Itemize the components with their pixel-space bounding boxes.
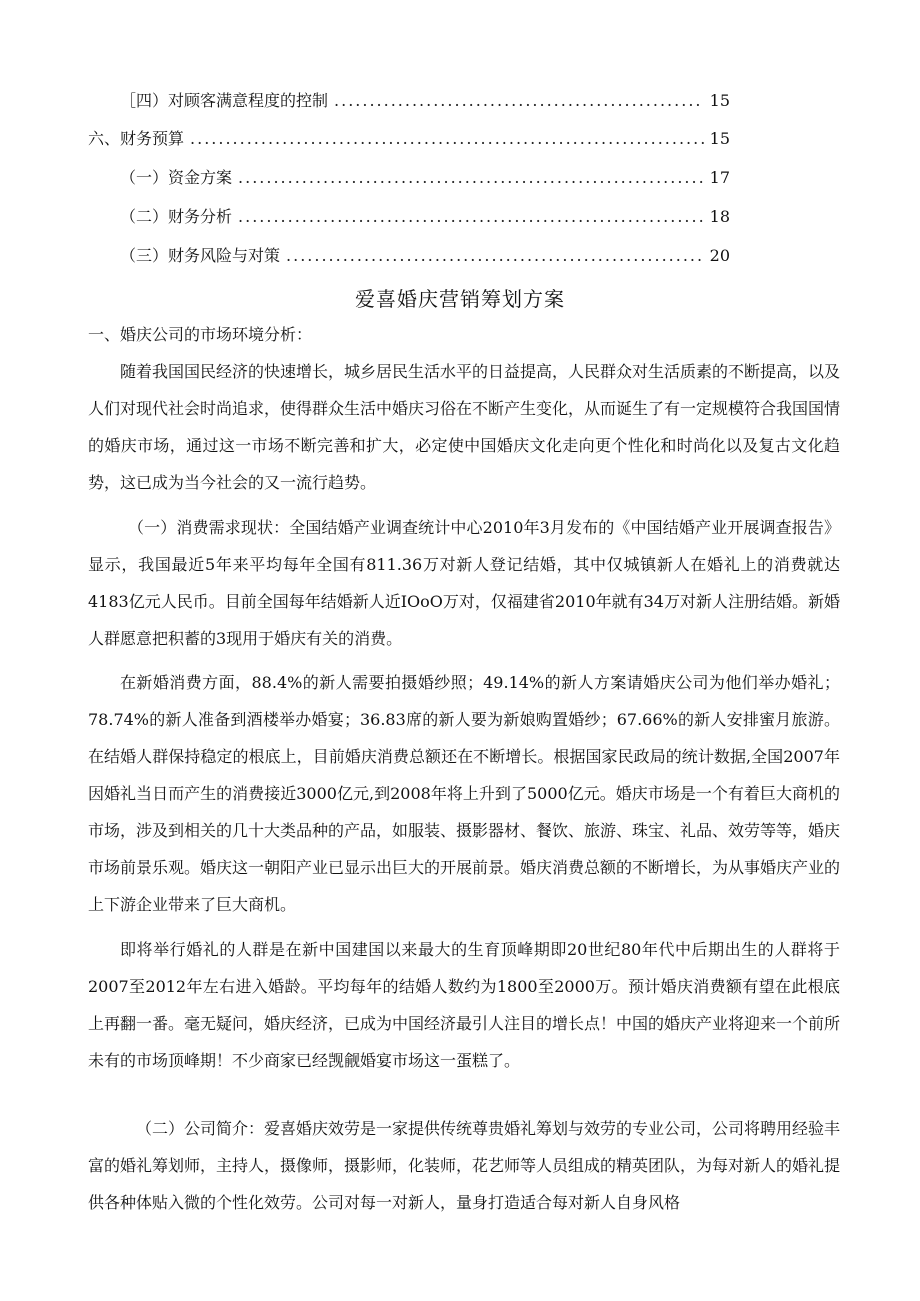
toc-entry-label: （三）财务风险与对策: [120, 246, 281, 265]
toc-leader-dots: [334, 91, 704, 110]
toc-entry-page: 20: [709, 246, 730, 265]
toc-leader-dots: [286, 246, 704, 265]
toc-entry-page: 15: [709, 91, 730, 110]
toc-leader-dots: [238, 168, 704, 187]
body-paragraph: 即将举行婚礼的人群是在新中国建国以来最大的生育顶峰期即20世纪80年代中后期出生的人群将于2007至2012年左右进入婚龄。平均每年的结婚人数约为1800至2000万。预计婚庆消费额有望在此根底上再翻一番。毫无疑问，婚庆经济，已成为中国经济最引人注目的增长点！中国的婚庆产业将迎来一个前所未有的市场顶峰期！不少商家已经觊觎婚宴市场这一蛋糕了。: [88, 940, 841, 1070]
toc-entry-label: ［四）对顾客满意程度的控制: [120, 91, 329, 110]
toc-entry[interactable]: [120, 165, 730, 189]
document-title: 爱喜婚庆营销筹划方案: [355, 287, 565, 311]
toc-entry-page: 15: [709, 129, 730, 148]
toc-entry[interactable]: [120, 243, 730, 267]
toc-leader-dots: [238, 207, 704, 226]
body-paragraph: 随着我国国民经济的快速增长，城乡居民生活水平的日益提高，人民群众对生活质素的不断提高，以及人们对现代社会时尚追求，使得群众生活中婚庆习俗在不断产生变化，从而诞生了有一定规模符合我国国情的婚庆市场，通过这一市场不断完善和扩大，必定使中国婚庆文化走向更个性化和时尚化以及复古文化趋势，这已成为当今社会的又一流行趋势。: [88, 362, 841, 492]
toc-entry-page: 17: [709, 168, 730, 187]
toc-entry[interactable]: [120, 204, 730, 228]
toc-entry[interactable]: [88, 126, 730, 150]
section-heading: 一、婚庆公司的市场环境分析：: [88, 325, 313, 344]
toc-leader-dots: [190, 129, 704, 148]
body-paragraph: （一）消费需求现状：全国结婚产业调查统计中心2010年3月发布的《中国结婚产业开展调查报告》显示，我国最近5年来平均每年全国有811.36万对新人登记结婚，其中仅城镇新人在婚礼上的消费就达4183亿元人民币。目前全国每年结婚新人近IOoO万对，仅福建省2010年就有34万对新人注册结婚。新婚人群愿意把积蓄的3现用于婚庆有关的消费。: [88, 518, 840, 648]
toc-entry-label: （二）财务分析: [120, 207, 233, 226]
toc-entry-label: 六、财务预算: [88, 129, 185, 148]
toc-entry-label: （一）资金方案: [120, 168, 233, 187]
body-paragraph: 在新婚消费方面，88.4%的新人需要拍摄婚纱照；49.14%的新人方案请婚庆公司为他们举办婚礼；78.74%的新人准备到酒楼举办婚宴；36.83席的新人要为新娘购置婚纱；67.66%的新人安排蜜月旅游。在结婚人群保持稳定的根底上，目前婚庆消费总额还在不断增长。根据国家民政局的统计数据,全国2007年因婚礼当日而产生的消费接近3000亿元,到2008年将上升到了5000亿元。婚庆市场是一个有着巨大商机的市场，涉及到相关的几十大类品种的产品，如服装、摄影器材、餐饮、旅游、珠宝、礼品、效劳等等，婚庆市场前景乐观。婚庆这一朝阳产业已显示出巨大的开展前景。婚庆消费总额的不断增长，为从事婚庆产业的上下游企业带来了巨大商机。: [88, 673, 841, 914]
toc-entry-page: 18: [709, 207, 730, 226]
toc-entry[interactable]: [120, 88, 730, 112]
body-paragraph: （二）公司简介：爱喜婚庆效劳是一家提供传统尊贵婚礼筹划与效劳的专业公司，公司将聘用经验丰富的婚礼筹划师，主持人，摄像师，摄影师，化装师，花艺师等人员组成的精英团队，为每对新人的婚礼提供各种体贴入微的个性化效劳。公司对每一对新人，量身打造适合每对新人自身风格: [88, 1119, 841, 1212]
